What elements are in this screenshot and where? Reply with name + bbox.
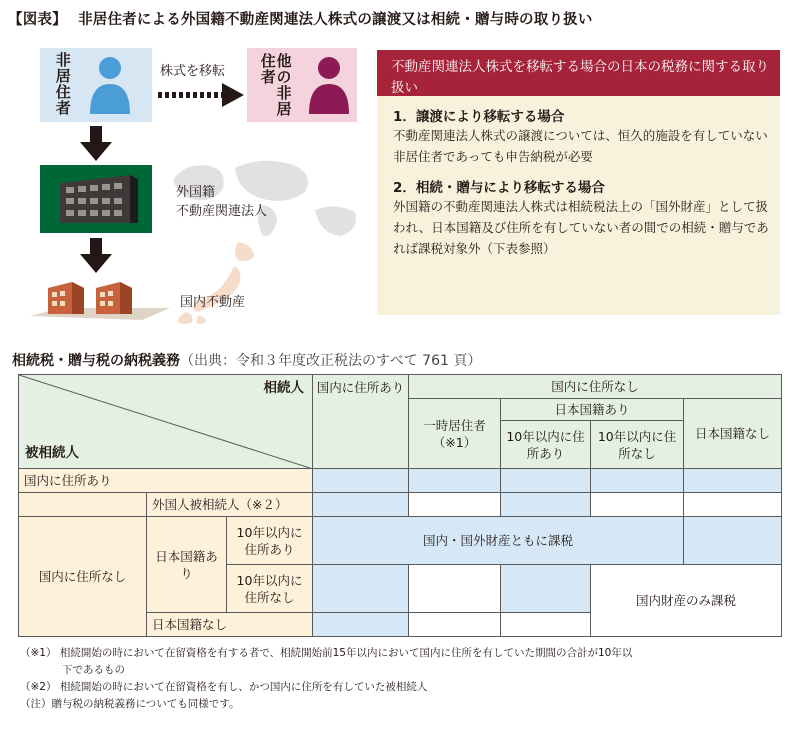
note-1-cont: 下であるもの (62, 664, 125, 676)
table-cell (501, 493, 591, 517)
office-building-icon (40, 165, 152, 233)
taxed-domestic-only-cell: 国内財産のみ課税 (591, 565, 782, 637)
row-foreign-decedent: 外国人被相続人（※２） (147, 493, 313, 517)
table-cell (684, 493, 782, 517)
note-1: （※1） 相続開始の時において在留資格を有する者で、相続開始前15年以内において国内に住所を有していた期間の合計が10年以 (20, 647, 633, 659)
nonresident-label: 非居住者 (53, 52, 72, 116)
other-nonresident-box (247, 48, 357, 122)
table-cell (313, 613, 409, 637)
domestic-estate-label: 国内不動産 (180, 295, 246, 310)
down-arrow-icon (80, 126, 112, 162)
col-jp-nationality: 日本国籍あり (501, 399, 684, 421)
col-domestic-address: 国内に住所あり (313, 375, 409, 469)
japan-map-icon (168, 238, 268, 330)
section2-title: 2．相続・贈与により移転する場合 (393, 180, 605, 196)
corner-header (19, 375, 313, 469)
table-cell (501, 469, 591, 493)
row-no-domestic-address: 国内に住所なし (19, 517, 147, 637)
table-cell (591, 469, 684, 493)
table-cell (409, 565, 501, 613)
table-cell (409, 469, 501, 493)
note-3: （注）贈与税の納税義務についても同様です。 (20, 698, 240, 710)
foreign-corp-label-2: 不動産関連法人 (176, 204, 268, 219)
person-icon (305, 52, 353, 118)
other-nonresident-label: 他の非居住者 (258, 53, 293, 117)
table-cell (501, 565, 591, 613)
title-text: 非居住者による外国籍不動産関連法人株式の譲渡又は相続・贈与時の取り扱い (78, 12, 593, 28)
table-cell (684, 469, 782, 493)
table-source: （出典：令和３年度改正税法のすべて 761 頁） (180, 353, 482, 369)
decedent-header: 被相続人 (25, 445, 79, 461)
section1-body: 不動産関連法人株式の譲渡については、恒久的施設を有していない非居住者であっても申告納税が必要 (393, 128, 768, 164)
col-not-within10: 10年以内に住所なし (591, 421, 684, 469)
foreign-corporation-box (40, 165, 152, 233)
table-cell (313, 469, 409, 493)
row-not-within10: 10年以内に住所なし (227, 565, 313, 613)
row-jp-nationality: 日本国籍あり (147, 517, 227, 613)
dotted-arrow-icon (156, 80, 246, 110)
tax-treatment-panel (377, 50, 780, 315)
real-estate-buildings-icon (30, 276, 170, 324)
row-within10: 10年以内に住所あり (227, 517, 313, 565)
section2-body: 外国籍の不動産関連法人株式は相続税法上の「国外財産」として扱われ、日本国籍及び住所を有していない者の間での相続・贈与であれば課税対象外（下表参照） (393, 199, 769, 256)
col-temp-resident: 一時居住者（※1） (409, 399, 501, 469)
table-cell (19, 493, 147, 517)
table-cell (313, 493, 409, 517)
col-no-domestic-address: 国内に住所なし (409, 375, 782, 399)
note-2: （※2） 相続開始の時において在留資格を有し、かつ国内に住所を有していた被相続人 (20, 681, 428, 693)
col-no-jp-nationality: 日本国籍なし (684, 399, 782, 469)
table-cell (684, 517, 782, 565)
table-cell (313, 565, 409, 613)
transfer-label: 株式を移転 (160, 64, 226, 79)
table-cell (409, 613, 501, 637)
person-icon (86, 52, 134, 118)
taxed-both-cell: 国内・国外財産ともに課税 (313, 517, 684, 565)
tax-obligation-table (18, 374, 782, 637)
table-cell (591, 493, 684, 517)
figure-title (8, 8, 593, 29)
table-cell (501, 613, 591, 637)
table-caption-title: 相続税・贈与税の納税義務 (12, 353, 180, 369)
title-bracket: 【図表】 (8, 12, 67, 28)
down-arrow-icon (80, 238, 112, 274)
table-caption (12, 350, 481, 370)
panel-header: 不動産関連法人株式を移転する場合の日本の税務に関する取り扱い (377, 50, 780, 96)
footnotes (20, 645, 790, 713)
section1-title: 1．譲渡により移転する場合 (393, 109, 565, 125)
table-cell (409, 493, 501, 517)
heir-header: 相続人 (263, 380, 305, 396)
col-within10: 10年以内に住所あり (501, 421, 591, 469)
foreign-corp-label-1: 外国籍 (176, 185, 216, 200)
nonresident-box (40, 48, 152, 122)
row-no-jp-nationality: 日本国籍なし (147, 613, 313, 637)
row-domestic-address: 国内に住所あり (19, 469, 313, 493)
